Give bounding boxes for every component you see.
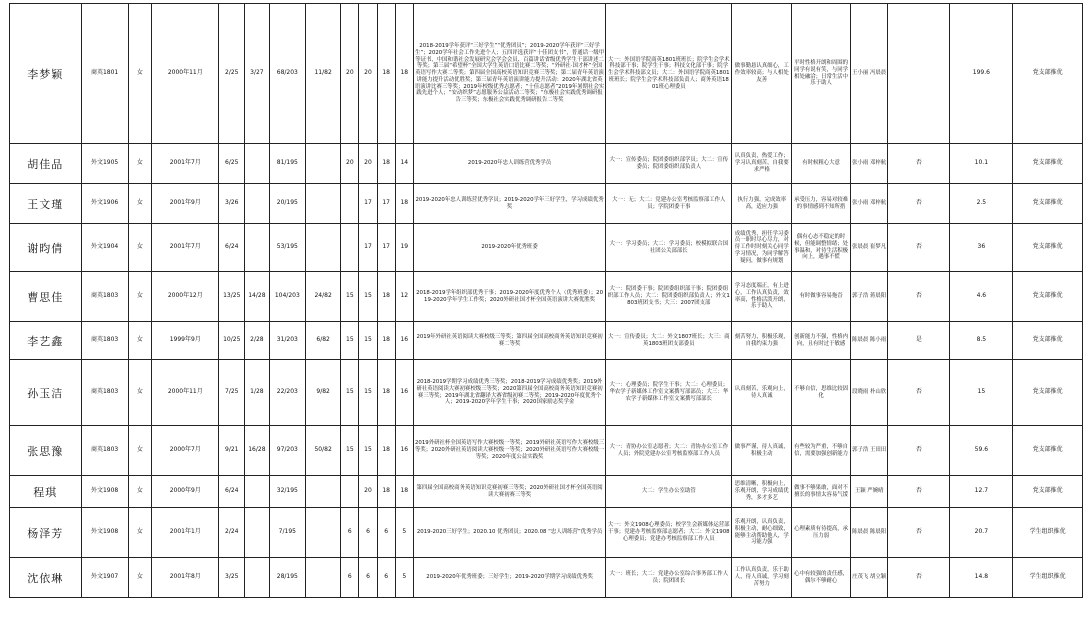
advice-cell: 有时候粗心大意 bbox=[792, 144, 851, 184]
duties-cell: 大一：无；大二：党建办公室考核监察部工作人员；学院团委干事 bbox=[606, 184, 732, 224]
signature-cell: 陈晨晨 陈小雨 bbox=[850, 322, 887, 360]
signature-cell: 王小丽 冯晨晨 bbox=[850, 4, 887, 144]
signature-cell: 张小雨 邓梓航 bbox=[850, 184, 887, 224]
student-name: 李艺鑫 bbox=[10, 322, 82, 360]
student-name: 李梦颖 bbox=[10, 4, 82, 144]
recommendation-cell: 党支部推优 bbox=[1013, 184, 1083, 224]
student-name: 杨泽芳 bbox=[10, 508, 82, 558]
honors-cell: 2018-2019学期学习成绩优秀三等奖；2018-2019学习成绩优秀奖；2019外研社英语阅读大赛初赛校级三等奖；2020第四届全国高校商务英语知识竞赛初赛三等奖；2019年湖北省翻译大赛省级初赛二等奖；2019-2020年度优秀个人；2019-2020学年学生干事；2020国家励志奖学金 bbox=[413, 360, 605, 426]
advice-cell: 做事不够果敢，面对不擅长的事情太容易气馁 bbox=[792, 476, 851, 508]
class-cell: 商英1801 bbox=[81, 4, 128, 144]
punishment-cell bbox=[888, 4, 950, 144]
score-cell-1 bbox=[341, 184, 359, 224]
rank-cell-1: 6/24 bbox=[219, 224, 245, 272]
score-cell-1: 15 bbox=[341, 272, 359, 322]
advice-cell: 心中有较强的责任感，偶尔不够耐心 bbox=[792, 558, 851, 598]
gender-cell: 女 bbox=[128, 144, 152, 184]
rank-cell-3: 53/195 bbox=[269, 224, 305, 272]
recommendation-cell: 党支部推优 bbox=[1013, 224, 1083, 272]
rank-cell-3: 7/195 bbox=[269, 508, 305, 558]
student-name: 曹思佳 bbox=[10, 272, 82, 322]
signature-cell: 郭子浩 王田田 bbox=[850, 426, 887, 476]
duties-cell: 大一：外国语学院商英1801班班长；院学生会学术科技部干事；院学生干事；科技文化部干事；院学生会学术科技部文员；大二：外国语学院商英1801班班长；院学生会学术科技部负责人；商务英语1801班心理委员 bbox=[606, 4, 732, 144]
gender-cell: 女 bbox=[128, 476, 152, 508]
score-cell-4: 19 bbox=[395, 224, 413, 272]
class-cell: 外文1908 bbox=[81, 476, 128, 508]
advice-cell: 有些较为严重，不够自信，需要加强创新能力 bbox=[792, 426, 851, 476]
rank-cell-4: 50/82 bbox=[305, 426, 340, 476]
rank-cell-2 bbox=[245, 184, 270, 224]
duties-cell: 大一：宣传委员；大二：外文1807班长；大三：商英1803班团支部委员 bbox=[606, 322, 732, 360]
student-name: 沈依琳 bbox=[10, 558, 82, 598]
punishment-cell: 否 bbox=[888, 224, 950, 272]
gender-cell: 女 bbox=[128, 508, 152, 558]
score-cell-1: 20 bbox=[341, 4, 359, 144]
rank-cell-1: 7/25 bbox=[219, 360, 245, 426]
score-cell-3: 18 bbox=[377, 426, 395, 476]
birth-date-cell: 2001年1月 bbox=[152, 508, 219, 558]
score-cell-1: 15 bbox=[341, 426, 359, 476]
rank-cell-1: 3/26 bbox=[219, 184, 245, 224]
rank-cell-3: 68/203 bbox=[269, 4, 305, 144]
score-cell-1: 20 bbox=[341, 144, 359, 184]
score-cell-1: 6 bbox=[341, 508, 359, 558]
table-row bbox=[10, 426, 1083, 476]
score-cell-2: 15 bbox=[359, 360, 377, 426]
class-cell: 外文1906 bbox=[81, 184, 128, 224]
advice-cell: 承受压力，容易对较难的事情感到不知所措 bbox=[792, 184, 851, 224]
table-row bbox=[10, 322, 1083, 360]
total-score-cell: 199.6 bbox=[950, 4, 1013, 144]
recommendation-cell: 党支部推优 bbox=[1013, 322, 1083, 360]
class-cell: 外文1904 bbox=[81, 224, 128, 272]
class-cell: 商英1803 bbox=[81, 426, 128, 476]
duties-cell: 大一：宣传委员；院团委组织部学员；大二：宣传委员；院团委组织部负责人 bbox=[606, 144, 732, 184]
punishment-cell: 否 bbox=[888, 184, 950, 224]
duties-cell: 大一：班长；大二：党建办公室综合事务部工作人员；院团团长 bbox=[606, 558, 732, 598]
gender-cell: 女 bbox=[128, 184, 152, 224]
review-cell: 工作认真负责，乐于助人，待人真诚，学习刻苦努力 bbox=[732, 558, 792, 598]
score-cell-3: 18 bbox=[377, 360, 395, 426]
class-cell: 商英1803 bbox=[81, 272, 128, 322]
rank-cell-2 bbox=[245, 144, 270, 184]
score-cell-2: 15 bbox=[359, 272, 377, 322]
punishment-cell: 否 bbox=[888, 508, 950, 558]
recommendation-cell: 学生组织推优 bbox=[1013, 508, 1083, 558]
gender-cell: 女 bbox=[128, 224, 152, 272]
birth-date-cell: 1999年9月 bbox=[152, 322, 219, 360]
class-cell: 外文1907 bbox=[81, 558, 128, 598]
review-cell: 做事勤恳认真细心，工作效率较高；与人相处友善 bbox=[732, 4, 792, 144]
student-name: 谢昀倩 bbox=[10, 224, 82, 272]
honors-cell: 2018-2019学年获评“三好学生”“优秀团员”；2019-2020学年获评“三好学生”；2020学年社会工作先进个人；五四评选获评“十佳团支书”，普通话一级甲等证书，中国和谐社会发展研究会学会会员、百篇讲话省级优秀学生干部讲述二等奖；第三届“希望杯”全国大学生英语口语比赛二等奖；“外研社·国才杯”全国英语写作大赛二等奖；第四届全国高校英语知识竞赛三等奖；第二届青年英语演讲能力提升活动优胜奖；第三届青年英语演讲能力提升活动：2020年湖北省英语演讲比赛三等奖；2019年校级优秀志愿者；“十佳志愿者”2019年暑期社会实践先进个人；“安动织梦”志愿服务公益活动二等奖；“东极社会实践优秀调研报告三等奖；东极社会实践优秀调研报告二等奖 bbox=[413, 4, 605, 144]
punishment-cell: 否 bbox=[888, 272, 950, 322]
gender-cell: 女 bbox=[128, 558, 152, 598]
score-cell-3: 18 bbox=[377, 4, 395, 144]
recommendation-cell: 党支部推优 bbox=[1013, 360, 1083, 426]
table-row bbox=[10, 144, 1083, 184]
score-cell-2: 6 bbox=[359, 508, 377, 558]
review-cell: 思维清晰，积极向上，乐观开朗，学习成绩优秀，多才多艺 bbox=[732, 476, 792, 508]
table-row bbox=[10, 476, 1083, 508]
punishment-cell: 否 bbox=[888, 144, 950, 184]
rank-cell-1: 3/25 bbox=[219, 558, 245, 598]
advice-cell: 不够自信，思维比较固化 bbox=[792, 360, 851, 426]
birth-date-cell: 2001年9月 bbox=[152, 184, 219, 224]
signature-cell: 段晓雨 朴山欣 bbox=[850, 360, 887, 426]
total-score-cell: 15 bbox=[950, 360, 1013, 426]
student-recommendation-table bbox=[9, 3, 1083, 598]
score-cell-3: 18 bbox=[377, 144, 395, 184]
total-score-cell: 59.6 bbox=[950, 426, 1013, 476]
table-row bbox=[10, 224, 1083, 272]
total-score-cell: 14.8 bbox=[950, 558, 1013, 598]
score-cell-2: 15 bbox=[359, 322, 377, 360]
rank-cell-2: 1/28 bbox=[245, 360, 270, 426]
score-cell-3: 6 bbox=[377, 558, 395, 598]
advice-cell: 平时性格开朗和周围的同学有说有笑，与同学相处融洽；日常生活中乐于助人 bbox=[792, 4, 851, 144]
score-cell-1: 15 bbox=[341, 360, 359, 426]
score-cell-1 bbox=[341, 476, 359, 508]
duties-cell: 大一：心理委员；院学生干事；大二：心理委员；华农学子新媒体工作室文案撰写部部员；大三：华农学子新媒体工作室文案撰写部部长 bbox=[606, 360, 732, 426]
rank-cell-1: 9/21 bbox=[219, 426, 245, 476]
score-cell-4: 5 bbox=[395, 558, 413, 598]
score-cell-4: 18 bbox=[395, 4, 413, 144]
punishment-cell: 否 bbox=[888, 558, 950, 598]
score-cell-4: 18 bbox=[395, 476, 413, 508]
honors-cell: 2019-2020年忠人训练营优秀学员 bbox=[413, 144, 605, 184]
score-cell-3: 17 bbox=[377, 224, 395, 272]
rank-cell-2 bbox=[245, 224, 270, 272]
birth-date-cell: 2001年7月 bbox=[152, 224, 219, 272]
rank-cell-3: 81/195 bbox=[269, 144, 305, 184]
score-cell-2: 17 bbox=[359, 184, 377, 224]
rank-cell-3: 22/203 bbox=[269, 360, 305, 426]
score-cell-2: 15 bbox=[359, 426, 377, 476]
signature-cell: 王颖 严婉晴 bbox=[850, 476, 887, 508]
rank-cell-4: 11/82 bbox=[305, 4, 340, 144]
birth-date-cell: 2000年7月 bbox=[152, 426, 219, 476]
gender-cell: 女 bbox=[128, 272, 152, 322]
class-cell: 商英1803 bbox=[81, 360, 128, 426]
birth-date-cell: 2000年11月 bbox=[152, 4, 219, 144]
rank-cell-2: 2/28 bbox=[245, 322, 270, 360]
duties-cell: 大一：青协办公室志愿者；大二：青协办公室工作人员；外院党建办公室考核监察部工作人员 bbox=[606, 426, 732, 476]
total-score-cell: 4.6 bbox=[950, 272, 1013, 322]
gender-cell: 女 bbox=[128, 4, 152, 144]
rank-cell-4 bbox=[305, 558, 340, 598]
student-name: 胡佳品 bbox=[10, 144, 82, 184]
score-cell-2: 20 bbox=[359, 476, 377, 508]
rank-cell-2: 14/28 bbox=[245, 272, 270, 322]
rank-cell-2: 16/28 bbox=[245, 426, 270, 476]
advice-cell: 心理素质有待提高，承压力弱 bbox=[792, 508, 851, 558]
punishment-cell: 是 bbox=[888, 322, 950, 360]
advice-cell: 偶有心态不稳定的时候，但能调整情绪；处事温和，对待生活积极向上，遇事不慌 bbox=[792, 224, 851, 272]
rank-cell-1: 2/25 bbox=[219, 4, 245, 144]
recommendation-cell: 党支部推优 bbox=[1013, 426, 1083, 476]
rank-cell-1: 2/24 bbox=[219, 508, 245, 558]
rank-cell-4 bbox=[305, 224, 340, 272]
score-cell-4: 5 bbox=[395, 508, 413, 558]
score-cell-4: 18 bbox=[395, 184, 413, 224]
score-cell-2: 20 bbox=[359, 144, 377, 184]
table-row bbox=[10, 272, 1083, 322]
student-name: 张思豫 bbox=[10, 426, 82, 476]
honors-cell: 2018-2019学年组织部优秀干事；2019-2020年度优秀个人（优秀班委）；2019-2020学年学生工作奖；2020外研社国才杯全国英语演讲大赛优胜奖 bbox=[413, 272, 605, 322]
signature-cell: 张晨晨 崔梦凡 bbox=[850, 224, 887, 272]
honors-cell: 2019-2020三好学生；2020.10 优秀团员；2020.08 “忠人训练营”优秀学员 bbox=[413, 508, 605, 558]
punishment-cell: 否 bbox=[888, 476, 950, 508]
class-cell: 商英1803 bbox=[81, 322, 128, 360]
advice-cell: 创新能力不强，性格内向，且有时过于敏感 bbox=[792, 322, 851, 360]
score-cell-3: 18 bbox=[377, 272, 395, 322]
rank-cell-3: 104/203 bbox=[269, 272, 305, 322]
class-cell: 外文1905 bbox=[81, 144, 128, 184]
table-row bbox=[10, 360, 1083, 426]
score-cell-1: 6 bbox=[341, 558, 359, 598]
birth-date-cell: 2000年12月 bbox=[152, 272, 219, 322]
score-cell-2: 20 bbox=[359, 4, 377, 144]
total-score-cell: 10.1 bbox=[950, 144, 1013, 184]
duties-cell: 大一：院团委干事；院团委组织部干事；院团委组织部工作人员；大二：院团委组织部负责人；外文1803班团支书；大三：2007团支部 bbox=[606, 272, 732, 322]
table-row bbox=[10, 508, 1083, 558]
review-cell: 认真刻苦，乐观向上，待人真诚 bbox=[732, 360, 792, 426]
score-cell-3: 18 bbox=[377, 322, 395, 360]
score-cell-3: 6 bbox=[377, 508, 395, 558]
honors-cell: 2019-2020年优秀班委 bbox=[413, 224, 605, 272]
score-cell-4: 12 bbox=[395, 272, 413, 322]
gender-cell: 女 bbox=[128, 322, 152, 360]
rank-cell-1: 10/25 bbox=[219, 322, 245, 360]
total-score-cell: 20.7 bbox=[950, 508, 1013, 558]
score-cell-2: 6 bbox=[359, 558, 377, 598]
rank-cell-4: 6/82 bbox=[305, 322, 340, 360]
rank-cell-1: 6/25 bbox=[219, 144, 245, 184]
rank-cell-2 bbox=[245, 476, 270, 508]
total-score-cell: 12.7 bbox=[950, 476, 1013, 508]
table-row bbox=[10, 4, 1083, 144]
birth-date-cell: 2001年8月 bbox=[152, 558, 219, 598]
student-name: 王文瑾 bbox=[10, 184, 82, 224]
class-cell: 外文1908 bbox=[81, 508, 128, 558]
table-row bbox=[10, 184, 1083, 224]
honors-cell: 2019-2020年优秀班委；三好学生；2019-2020学期学习成绩优秀奖 bbox=[413, 558, 605, 598]
rank-cell-4: 9/82 bbox=[305, 360, 340, 426]
honors-cell: 2019年外研社英语阅读大赛校级三等奖；第四届全国高校商务英语知识竞赛初赛二等奖 bbox=[413, 322, 605, 360]
birth-date-cell: 2001年7月 bbox=[152, 144, 219, 184]
rank-cell-3: 20/195 bbox=[269, 184, 305, 224]
gender-cell: 女 bbox=[128, 360, 152, 426]
score-cell-4: 14 bbox=[395, 144, 413, 184]
honors-cell: 2019外研社杯全国英语写作大赛校级一等奖；2019外研社英语写作大赛校级三等奖；2020外研社英语阅读大赛校级一等奖；2020外研社英语写作大赛校级一等奖；2020年度公益实践奖 bbox=[413, 426, 605, 476]
rank-cell-4 bbox=[305, 144, 340, 184]
punishment-cell: 否 bbox=[888, 360, 950, 426]
rank-cell-1: 6/24 bbox=[219, 476, 245, 508]
rank-cell-4: 24/82 bbox=[305, 272, 340, 322]
score-cell-2: 17 bbox=[359, 224, 377, 272]
duties-cell: 大一：学习委员；大二：学习委员；校模拟联合国社团公关部部长 bbox=[606, 224, 732, 272]
rank-cell-4 bbox=[305, 476, 340, 508]
score-cell-3: 17 bbox=[377, 184, 395, 224]
signature-cell: 张小雨 邓梓航 bbox=[850, 144, 887, 184]
rank-cell-4 bbox=[305, 184, 340, 224]
review-cell: 认真负责，热爱工作；学习认真刻苦，自我要求严格 bbox=[732, 144, 792, 184]
recommendation-cell: 党支部推优 bbox=[1013, 144, 1083, 184]
score-cell-1: 15 bbox=[341, 322, 359, 360]
review-cell: 刻苦努力，积极乐观，自我约束力强 bbox=[732, 322, 792, 360]
recommendation-cell: 党支部推优 bbox=[1013, 4, 1083, 144]
student-name: 程琪 bbox=[10, 476, 82, 508]
signature-cell: 庄茂飞 胡立颖 bbox=[850, 558, 887, 598]
score-cell-3: 18 bbox=[377, 476, 395, 508]
review-cell: 做事严谨，待人真诚，积极主动 bbox=[732, 426, 792, 476]
review-cell: 成绩优秀，担任学习委员一职时尽心尽力，对待工作时时刻关心同学学习情况，为同学解答疑问，做事有规划 bbox=[732, 224, 792, 272]
duties-cell: 大二：学生办公室助管 bbox=[606, 476, 732, 508]
review-cell: 乐观开朗，认真负责，积极主动，耐心细致，能够主动帮助他人，学习能力强 bbox=[732, 508, 792, 558]
recommendation-cell: 学生组织推优 bbox=[1013, 558, 1083, 598]
score-cell-4: 16 bbox=[395, 360, 413, 426]
birth-date-cell: 2000年11月 bbox=[152, 360, 219, 426]
total-score-cell: 2.5 bbox=[950, 184, 1013, 224]
score-cell-1 bbox=[341, 224, 359, 272]
rank-cell-3: 31/203 bbox=[269, 322, 305, 360]
honors-cell: 第四届全国高校商务英语知识竞赛初赛三等奖；2020外研社国才杯全国英语阅读大赛初赛三等奖 bbox=[413, 476, 605, 508]
rank-cell-2: 3/27 bbox=[245, 4, 270, 144]
rank-cell-2 bbox=[245, 558, 270, 598]
birth-date-cell: 2000年9月 bbox=[152, 476, 219, 508]
review-cell: 执行力强，完成效率高，适应力强 bbox=[732, 184, 792, 224]
table-body bbox=[10, 4, 1083, 598]
signature-cell: 郭子浩 蒋晨阳 bbox=[850, 272, 887, 322]
rank-cell-2 bbox=[245, 508, 270, 558]
score-cell-4: 16 bbox=[395, 322, 413, 360]
review-cell: 学习态度端正，有上进心，工作认真负责，效率高，性格活泼开朗，乐于助人 bbox=[732, 272, 792, 322]
signature-cell: 陈晨晨 陈晨阳 bbox=[850, 508, 887, 558]
total-score-cell: 36 bbox=[950, 224, 1013, 272]
table-row bbox=[10, 558, 1083, 598]
punishment-cell: 否 bbox=[888, 426, 950, 476]
rank-cell-1: 13/25 bbox=[219, 272, 245, 322]
recommendation-cell: 党支部推优 bbox=[1013, 476, 1083, 508]
score-cell-4: 16 bbox=[395, 426, 413, 476]
advice-cell: 有时做事容易拖沓 bbox=[792, 272, 851, 322]
total-score-cell: 8.5 bbox=[950, 322, 1013, 360]
recommendation-cell: 党支部推优 bbox=[1013, 272, 1083, 322]
rank-cell-3: 32/195 bbox=[269, 476, 305, 508]
honors-cell: 2019-2020年忠人训练营优秀学员；2019-2020学年三好学生，学习成绩优秀奖 bbox=[413, 184, 605, 224]
gender-cell: 女 bbox=[128, 426, 152, 476]
rank-cell-3: 97/203 bbox=[269, 426, 305, 476]
duties-cell: 大一：外文1908心理委员；校学生会新媒体运营部干事；党建办考核监察部志愿者；大二：外文1908心理委员；党建办考核监察部工作人员 bbox=[606, 508, 732, 558]
student-name: 孙玉洁 bbox=[10, 360, 82, 426]
rank-cell-3: 28/195 bbox=[269, 558, 305, 598]
rank-cell-4 bbox=[305, 508, 340, 558]
